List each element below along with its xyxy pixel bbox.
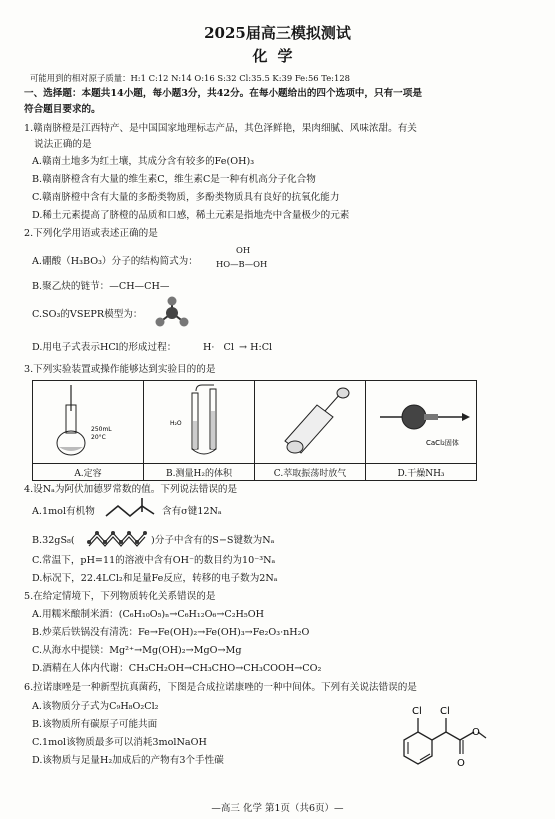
boric-acid-oh: OH bbox=[236, 245, 251, 255]
q6-option-c: C.1mol该物质最多可以消耗3molNaOH bbox=[32, 737, 207, 748]
q2-stem: 2.下列化学用语或表述正确的是 bbox=[24, 228, 158, 239]
q6-stem: 6.拉诺康唑是一种新型抗真菌药，下图是合成拉诺康唑的一种中间体。下列有关说法错误的是 bbox=[24, 682, 417, 693]
q3-option-d: D.干燥NH₃ bbox=[366, 464, 477, 481]
q6-intermediate-structure bbox=[388, 698, 488, 784]
hcl-product-h: H bbox=[250, 342, 259, 353]
cell-drying-tube bbox=[366, 381, 477, 464]
u-tube-icon bbox=[144, 381, 254, 459]
q3-option-a: A.定容 bbox=[33, 464, 144, 481]
carbonyl-oxygen-label: O bbox=[457, 758, 465, 769]
q4-option-a-part2: 含有σ键12Nₐ bbox=[162, 506, 222, 517]
q2-option-d: D.用电子式表示HCl的形成过程： bbox=[32, 342, 177, 353]
q3-option-b: B.测量H₂的体积 bbox=[144, 464, 255, 481]
hcl-arrow: → bbox=[238, 342, 248, 353]
q4-option-a-part1: A.1mol有机物 bbox=[32, 506, 95, 517]
q5-stem: 5.在给定情境下，下列物质转化关系错误的是 bbox=[24, 591, 216, 602]
separatory-funnel-icon bbox=[255, 381, 365, 459]
boric-acid-structure: HO—B—OH bbox=[216, 259, 268, 269]
q2-option-a: A.硼酸（H₃BO₃）分子的结构简式为： bbox=[32, 256, 198, 267]
section-heading-2: 符合题目要求的。 bbox=[24, 104, 101, 115]
hcl-product-cl: Cl bbox=[261, 342, 273, 353]
q6-option-a: A.该物质分子式为C₉H₈O₂Cl₂ bbox=[32, 701, 159, 712]
q5-option-a: A.用糯米酿制米酒：(C₆H₁₀O₅)ₙ→C₆H₁₂O₆→C₂H₅OH bbox=[32, 609, 264, 620]
q2-option-b: B.聚乙炔的链节：—CH—CH— bbox=[32, 281, 170, 292]
flask-volume-label: 250mL bbox=[91, 426, 112, 433]
q3-stem: 3.下列实验装置或操作能够达到实验目的的是 bbox=[24, 364, 216, 375]
hcl-h-atom: H bbox=[203, 342, 212, 353]
drying-agent-label: CaCl₂固体 bbox=[426, 439, 459, 447]
page-footer: —高三 化学 第1页（共6页）— bbox=[211, 803, 344, 814]
q1-option-d: D.稀土元素提高了脐橙的品质和口感，稀土元素是指地壳中含量极少的元素 bbox=[32, 210, 350, 221]
hcl-cl-atom: Cl bbox=[223, 342, 234, 353]
q4-option-b-part1: B.32gS₈( bbox=[32, 535, 75, 546]
q5-option-b: B.炒菜后铁锅没有清洗：Fe→Fe(OH)₂→Fe(OH)₃→Fe₂O₃·nH₂O bbox=[32, 627, 310, 638]
q6-option-d: D.该物质与足量H₂加成后的产物有3个手性碳 bbox=[32, 755, 224, 766]
drying-tube-icon bbox=[366, 381, 476, 459]
flask-temp-label: 20°C bbox=[91, 434, 106, 441]
chlorine-label-ring: Cl bbox=[412, 706, 422, 717]
water-label: H₂O bbox=[170, 420, 182, 427]
q4-option-b-part2: )分子中含有的S−S键数为Nₐ bbox=[151, 535, 275, 546]
cell-separatory-funnel bbox=[255, 381, 366, 464]
hcl-formation bbox=[203, 342, 272, 354]
atomic-masses: 可能用到的相对原子质量：H:1 C:12 N:14 O:16 S:32 Cl:35.5 K:39 Fe:56 Te:128 bbox=[30, 73, 350, 83]
cell-gas-burette bbox=[144, 381, 255, 464]
ester-oxygen-label: O bbox=[472, 727, 480, 738]
q6-option-b: B.该物质所有碳原子可能共面 bbox=[32, 719, 158, 730]
q1-option-b: B.赣南脐橙含有大量的维生素C，维生素C是一种有机高分子化合物 bbox=[32, 174, 316, 185]
s8-crown-structure bbox=[86, 528, 150, 550]
q5-option-c: C.从海水中提镁：Mg²⁺→Mg(OH)₂→MgO→Mg bbox=[32, 645, 242, 656]
cell-volumetric-flask bbox=[33, 381, 144, 464]
isobutane-skeletal-formula bbox=[104, 498, 158, 520]
exam-title: 2025届高三模拟测试 bbox=[204, 24, 351, 42]
q1-option-c: C.赣南脐橙中含有大量的多酚类物质，多酚类物质具有良好的抗氧化能力 bbox=[32, 192, 340, 203]
q4-stem: 4.设Nₐ为阿伏加德罗常数的值。下列说法错误的是 bbox=[24, 484, 238, 495]
q4-option-c: C.常温下，pH=11的溶液中含有OH⁻的数目约为10⁻³Nₐ bbox=[32, 555, 276, 566]
hcl-shared-pair: : bbox=[258, 342, 262, 353]
q1-stem-2: 说法正确的是 bbox=[34, 139, 92, 150]
q4-option-d: D.标况下，22.4LCl₂和足量Fe反应，转移的电子数为2Nₐ bbox=[32, 573, 278, 584]
chlorine-label-alpha: Cl bbox=[440, 706, 450, 717]
q3-option-c: C.萃取振荡时放气 bbox=[255, 464, 366, 481]
hcl-h-electron: · bbox=[211, 342, 215, 353]
q1-option-a: A.赣南土地多为红土壤，其成分含有较多的Fe(OH)₃ bbox=[32, 156, 255, 167]
so3-vsepr-model bbox=[152, 296, 192, 330]
q3-apparatus-table bbox=[32, 380, 477, 481]
section-heading-1: 一、选择题：本题共14小题，每小题3分，共42分。在每小题给出的四个选项中，只有一项是 bbox=[24, 88, 422, 99]
volumetric-flask-icon bbox=[33, 381, 143, 459]
subject-title: 化学 bbox=[252, 47, 303, 65]
q2-option-c: C.SO₃的VSEPR模型为： bbox=[32, 309, 143, 320]
q5-option-d: D.酒精在人体内代谢：CH₃CH₂OH→CH₃CHO→CH₃COOH→CO₂ bbox=[32, 663, 322, 674]
q1-stem: 1.赣南脐橙是江西特产、是中国国家地理标志产品，其色泽鲜艳，果肉细腻、风味浓甜。有关 bbox=[24, 123, 417, 134]
